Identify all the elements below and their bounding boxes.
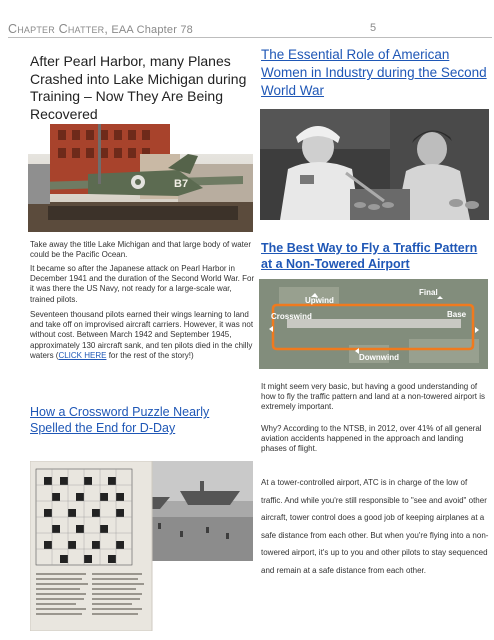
label-final: Final (419, 288, 438, 297)
article-title-planes-lake-michigan: After Pearl Harbor, many Planes Crashed into Lake Michigan during Training – Now They Are Being Recovered (30, 53, 247, 122)
page-header (8, 22, 492, 38)
label-base: Base (447, 310, 467, 319)
label-downwind: Downwind (359, 353, 399, 362)
plane-marking-label: B7 (174, 178, 189, 190)
article-paragraph: At a tower-controlled airport, ATC is in charge of the low of traffic. And while you're still responsible to "see and avoid" other aircraft, tower control does a good job of keeping airplanes at a safe distance from each other. But when you're flying into a non-towered airport, it's up to you and other pilots to stay sequenced and remain at a safe distance from each other. (261, 478, 489, 575)
article-link-traffic-pattern[interactable]: The Best Way to Fly a Traffic Pattern at a Non-Towered Airport (261, 241, 478, 271)
paragraph-text: Seventeen thousand pilots earned their wings learning to land and take off on improvised aircraft carriers. However, it was not without cost. Between March 1942 and September 1945, approximately 130 aircraft sank, and ten pilots died in the chilly waters ( (30, 310, 254, 360)
article-paragraph (30, 310, 256, 361)
dday-crossword-photo (30, 461, 253, 631)
article-link-women-in-industry[interactable]: The Essential Role of American Women in Industry during the Second World War (261, 47, 487, 98)
article-paragraph: Take away the title Lake Michigan and that large body of water could be the Pacific Ocean. (30, 240, 252, 260)
article-paragraph: Why? According to the NTSB, in 2012, over 41% of all general aviation accidents happened in the approach and landing phases of flight. (261, 424, 482, 454)
click-here-link[interactable]: CLICK HERE (58, 350, 107, 360)
article-link-crossword-dday[interactable]: How a Crossword Puzzle Nearly Spelled the End for D-Day (30, 405, 210, 435)
page-number: 5 (370, 22, 377, 34)
traffic-pattern-diagram (259, 279, 488, 369)
newsletter-name: Chapter Chatter, (8, 22, 109, 36)
label-crosswind: Crosswind (271, 312, 312, 321)
label-upwind: Upwind (305, 296, 334, 305)
article-paragraph: It might seem very basic, but having a good understanding of how to fly the traffic pattern and land at a non-towered airport is extremely important. (261, 382, 485, 412)
chapter-name: EAA Chapter 78 (111, 24, 193, 36)
plane-recovery-photo (28, 124, 253, 232)
paragraph-text: for the rest of the story!) (106, 350, 194, 360)
women-in-industry-photo (260, 109, 489, 220)
header-divider (8, 37, 492, 38)
article-paragraph: It became so after the Japanese attack on Pearl Harbor in December 1941 and the duration of the Second World War. For it was there the US Navy, not ready for a large-scale war, trained pilots. (30, 264, 255, 304)
